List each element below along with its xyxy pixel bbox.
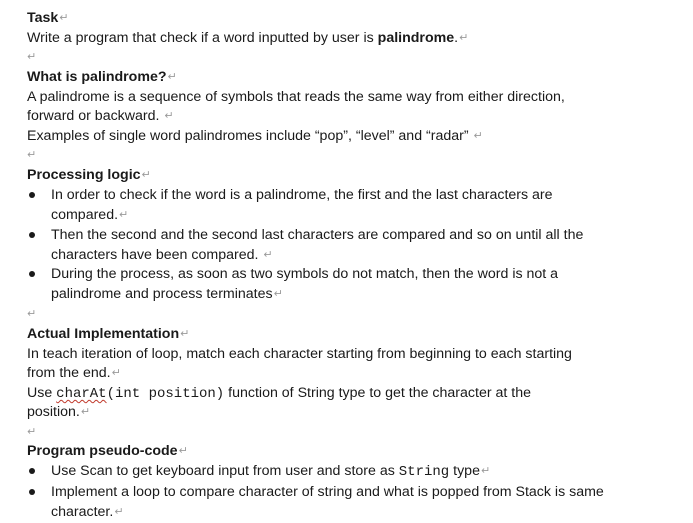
processing-bullet-2-line-2 bbox=[51, 245, 273, 265]
processing-bullet-2-text-1: Then the second and the second last characters are compared and so on until all the bbox=[51, 227, 584, 243]
paragraph-mark-icon: ↵ bbox=[480, 465, 491, 477]
processing-heading-line bbox=[27, 165, 151, 185]
paragraph-mark-icon: ↵ bbox=[111, 367, 121, 379]
bullet-icon bbox=[29, 232, 35, 238]
paragraph-mark-icon: ↵ bbox=[459, 32, 469, 44]
processing-bullet-3-line-1 bbox=[51, 264, 558, 284]
paragraph-mark-icon: ↵ bbox=[119, 209, 129, 221]
paragraph-mark-icon: ↵ bbox=[263, 249, 273, 261]
code-string-type: String bbox=[398, 464, 450, 480]
paragraph-mark-icon: ↵ bbox=[180, 328, 190, 340]
processing-bullet-3-text-1: During the process, as soon as two symbols do not match, then the word is not a bbox=[51, 266, 559, 282]
pseudo-bullet-2-text-1: Implement a loop to compare character of string and what is popped from Stack is same bbox=[51, 484, 604, 500]
empty-paragraph bbox=[27, 47, 36, 67]
implementation-line-4 bbox=[27, 402, 90, 422]
implementation-heading: Actual Implementation bbox=[27, 326, 180, 342]
implementation-use-prefix: Use bbox=[27, 385, 57, 401]
paragraph-mark-icon: ↵ bbox=[473, 130, 483, 142]
processing-bullet-1-text-1: In order to check if the word is a palindrome, the first and the last characters are bbox=[51, 187, 553, 203]
processing-bullet-3-text-2: palindrome and process terminates bbox=[51, 286, 273, 302]
task-heading-line bbox=[27, 8, 69, 28]
paragraph-mark-icon: ↵ bbox=[59, 12, 69, 24]
processing-bullet-2-text-2: characters have been compared. bbox=[51, 247, 259, 263]
processing-bullet-1-text-2: compared. bbox=[51, 207, 119, 223]
paragraph-mark-icon: ↵ bbox=[27, 308, 37, 320]
paragraph-mark-icon: ↵ bbox=[178, 445, 188, 457]
bullet-icon bbox=[29, 192, 35, 198]
task-text-bold: palindrome bbox=[377, 30, 455, 46]
paragraph-mark-icon: ↵ bbox=[164, 110, 174, 122]
pseudo-bullet-2-line-2 bbox=[51, 502, 124, 522]
processing-bullet-1-line-2 bbox=[51, 205, 128, 225]
bullet-icon bbox=[29, 271, 35, 277]
paragraph-mark-icon: ↵ bbox=[167, 71, 177, 83]
pseudo-bullet-2-line-1 bbox=[51, 482, 604, 502]
code-charat-method: charAt bbox=[56, 386, 107, 402]
task-text-prefix: Write a program that check if a word inputted by user is bbox=[27, 30, 378, 46]
code-charat-params: (int position) bbox=[106, 386, 225, 402]
paragraph-mark-icon: ↵ bbox=[80, 406, 91, 418]
empty-paragraph bbox=[27, 304, 36, 324]
paragraph-mark-icon: ↵ bbox=[27, 149, 37, 161]
pseudo-heading-line bbox=[27, 441, 188, 461]
processing-bullet-3-line-2 bbox=[51, 284, 283, 304]
palindrome-definition-line-1 bbox=[27, 87, 565, 107]
pseudo-bullet-1-line bbox=[51, 461, 490, 481]
palindrome-heading-line bbox=[27, 67, 177, 87]
processing-bullet-1-line-1 bbox=[51, 185, 553, 205]
processing-heading: Processing logic bbox=[27, 167, 141, 183]
paragraph-mark-icon: ↵ bbox=[27, 51, 37, 63]
implementation-line-3 bbox=[27, 383, 531, 403]
implementation-line-2 bbox=[27, 363, 121, 383]
palindrome-definition-2: forward or backward. bbox=[27, 108, 160, 124]
paragraph-mark-icon: ↵ bbox=[114, 506, 124, 518]
palindrome-definition-line-2 bbox=[27, 106, 174, 126]
implementation-text-4: position. bbox=[27, 404, 80, 420]
pseudo-bullet-2-text-2: character. bbox=[51, 504, 114, 520]
implementation-use-suffix: function of String type to get the character at the bbox=[224, 385, 532, 401]
empty-paragraph bbox=[27, 145, 36, 165]
pseudo-bullet-1-prefix: Use Scan to get keyboard input from user and store as bbox=[51, 463, 399, 479]
task-heading: Task bbox=[27, 10, 59, 26]
implementation-text-1: In teach iteration of loop, match each character starting from beginning to each starting bbox=[27, 346, 572, 362]
pseudo-bullet-1-suffix: type bbox=[449, 463, 480, 479]
bullet-icon bbox=[29, 468, 35, 474]
pseudo-heading: Program pseudo-code bbox=[27, 443, 178, 459]
palindrome-definition-1: A palindrome is a sequence of symbols that reads the same way from either direction, bbox=[27, 89, 565, 105]
implementation-heading-line bbox=[27, 324, 189, 344]
paragraph-mark-icon: ↵ bbox=[27, 426, 37, 438]
paragraph-mark-icon: ↵ bbox=[141, 169, 151, 181]
bullet-icon bbox=[29, 489, 35, 495]
implementation-line-1 bbox=[27, 344, 572, 364]
task-text-suffix: . bbox=[454, 30, 459, 46]
empty-paragraph bbox=[27, 422, 36, 442]
palindrome-heading: What is palindrome? bbox=[27, 69, 167, 85]
processing-bullet-2-line-1 bbox=[51, 225, 583, 245]
paragraph-mark-icon: ↵ bbox=[273, 288, 283, 300]
palindrome-examples-line bbox=[27, 126, 483, 146]
implementation-text-2: from the end. bbox=[27, 365, 111, 381]
palindrome-examples: Examples of single word palindromes include “pop”, “level” and “radar” bbox=[27, 128, 469, 144]
task-text-line bbox=[27, 28, 468, 48]
